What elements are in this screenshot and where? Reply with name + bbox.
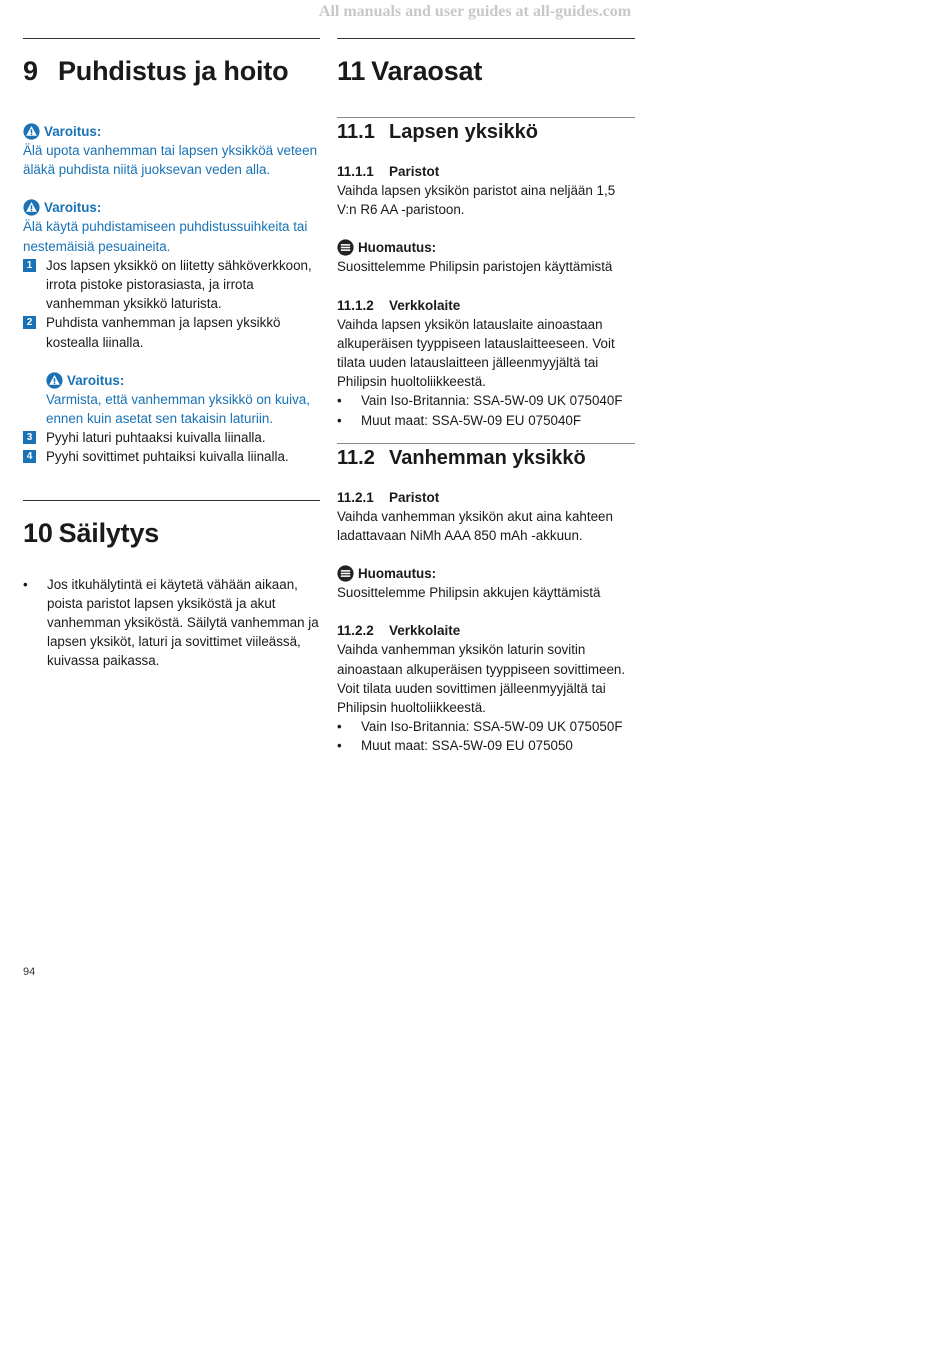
list-item xyxy=(23,256,320,314)
chapter-divider xyxy=(337,38,635,39)
step-number: 2 xyxy=(23,316,36,329)
chapter-divider xyxy=(23,500,320,501)
chapter-9-title xyxy=(23,55,320,87)
step-text: Jos lapsen yksikkö on liitetty sähköverkkoon, irrota pistoke pistorasiasta, ja irrota vanhemman yksikkö laturista. xyxy=(46,257,312,312)
warning-icon xyxy=(46,372,63,389)
bullet-list xyxy=(337,717,635,755)
section-title-text: Lapsen yksikkö xyxy=(389,121,538,143)
chapter-11-title xyxy=(337,55,635,87)
warning-text: Älä käytä puhdistamiseen puhdistussuihkeita tai nestemäisiä pesuaineita. xyxy=(23,219,308,254)
warning-icon xyxy=(23,123,40,140)
subsection-title xyxy=(337,621,635,640)
note-text: Suosittelemme Philipsin akkujen käyttämistä xyxy=(337,585,601,601)
note-label xyxy=(337,564,635,583)
section-number: 11.2 xyxy=(337,446,375,469)
bullet-list xyxy=(337,391,635,429)
subsection-number: 11.1.1 xyxy=(337,164,374,179)
step-number: 1 xyxy=(23,259,36,272)
warning-label xyxy=(46,371,320,390)
subsection-title-text: Paristot xyxy=(389,164,440,179)
bullet-list xyxy=(23,575,320,671)
chapter-divider xyxy=(23,38,320,39)
paragraph: Vaihda lapsen yksikön paristot aina neljään 1,5 V:n R6 AA -paristoon. xyxy=(337,183,616,218)
paragraph: Vaihda vanhemman yksikön laturin sovitin ainoastaan alkuperäisen tyyppiseen sovittimeen. Voit tilata uuden sovittimen jälleenmyyjältä tai Philipsin huoltoliikkeestä. xyxy=(337,642,626,716)
warning-icon xyxy=(23,199,40,216)
warning-label-text: Varoitus: xyxy=(44,200,102,216)
note-label xyxy=(337,238,635,257)
warning-label xyxy=(23,198,320,217)
chapter-title-text: Varaosat xyxy=(371,56,483,86)
warning-label-text: Varoitus: xyxy=(67,372,125,388)
step-text: Pyyhi laturi puhtaaksi kuivalla liinalla. xyxy=(46,430,266,446)
note-icon xyxy=(337,239,354,256)
list-item: • Jos itkuhälytintä ei käytetä vähään aikaan, poista paristot lapsen yksiköstä ja akut vanhemman yksiköstä. Säilytä vanhemman ja lapsen yksiköt, laturi ja sovittimet viileässä, kuivassa paikassa. xyxy=(23,575,320,671)
subsection-number: 11.2.1 xyxy=(337,489,374,505)
warning-block xyxy=(23,122,320,179)
section-number: 11.1 xyxy=(337,121,375,143)
chapter-number: 9 xyxy=(23,56,38,86)
subsection-title-text: Verkkolaite xyxy=(389,297,461,313)
warning-label-text: Varoitus: xyxy=(44,124,102,139)
note-label-text: Huomautus: xyxy=(358,566,437,582)
page-number: 94 xyxy=(23,966,36,978)
list-item: • Vain Iso-Britannia: SSA-5W-09 UK 075040F xyxy=(337,391,635,410)
warning-label xyxy=(23,122,320,141)
warning-block xyxy=(23,371,320,428)
right-column xyxy=(337,38,635,756)
subsection-title-text: Paristot xyxy=(389,489,440,505)
list-item xyxy=(23,428,320,447)
note-label-text: Huomautus: xyxy=(358,240,437,256)
watermark: All manuals and user guides at all-guides.com xyxy=(318,3,632,20)
chapter-title-text: Puhdistus ja hoito xyxy=(58,56,289,86)
subsection-title-text: Verkkolaite xyxy=(389,623,461,639)
note-icon xyxy=(337,565,354,582)
chapter-10-title xyxy=(23,517,320,549)
steps-list xyxy=(23,428,320,466)
step-number: 4 xyxy=(23,450,36,463)
section-divider xyxy=(337,117,635,118)
subsection-number: 11.2.2 xyxy=(337,623,374,639)
list-item: • Muut maat: SSA-5W-09 EU 075040F xyxy=(337,411,635,430)
section-divider xyxy=(337,443,635,444)
paragraph: Vaihda vanhemman yksikön akut aina kahteen ladattavaan NiMh AAA 850 mAh -akkuun. xyxy=(337,508,613,544)
section-title xyxy=(337,120,635,144)
warning-text: Älä upota vanhemman tai lapsen yksikköä veteen äläkä puhdista niitä juoksevan veden alla. xyxy=(23,143,318,178)
note-block xyxy=(337,564,635,602)
step-number: 3 xyxy=(23,431,36,444)
list-item: • Vain Iso-Britannia: SSA-5W-09 UK 075050F xyxy=(337,717,635,736)
chapter-number: 11 xyxy=(337,56,366,86)
step-text: Pyyhi sovittimet puhtaiksi kuivalla liinalla. xyxy=(46,449,289,465)
step-text: Puhdista vanhemman ja lapsen yksikkö kostealla liinalla. xyxy=(46,315,281,350)
chapter-title-text: Säilytys xyxy=(58,517,160,548)
section-title xyxy=(337,446,635,470)
list-item xyxy=(23,447,320,466)
paragraph: Vaihda lapsen yksikön latauslaite ainoastaan alkuperäisen tyyppiseen latauslaitteeseen. Voit tilata uuden latauslaitteen jälleenmyyjältä tai Philipsin huoltoliikkeestä. xyxy=(337,316,615,390)
list-item: • Muut maat: SSA-5W-09 EU 075050 xyxy=(337,736,635,755)
note-text: Suosittelemme Philipsin paristojen käyttämistä xyxy=(337,259,613,275)
subsection-title xyxy=(337,162,635,181)
warning-block xyxy=(23,198,320,255)
list-item xyxy=(23,313,320,351)
subsection-title xyxy=(337,488,635,507)
left-column xyxy=(23,38,320,671)
subsection-title xyxy=(337,296,635,315)
subsection-number: 11.1.2 xyxy=(337,297,374,313)
steps-list xyxy=(23,256,320,352)
warning-text: Varmista, että vanhemman yksikkö on kuiva, ennen kuin asetat sen takaisin laturiin. xyxy=(46,391,310,427)
chapter-number: 10 xyxy=(23,517,53,548)
note-block xyxy=(337,238,635,276)
section-title-text: Vanhemman yksikkö xyxy=(389,446,586,469)
